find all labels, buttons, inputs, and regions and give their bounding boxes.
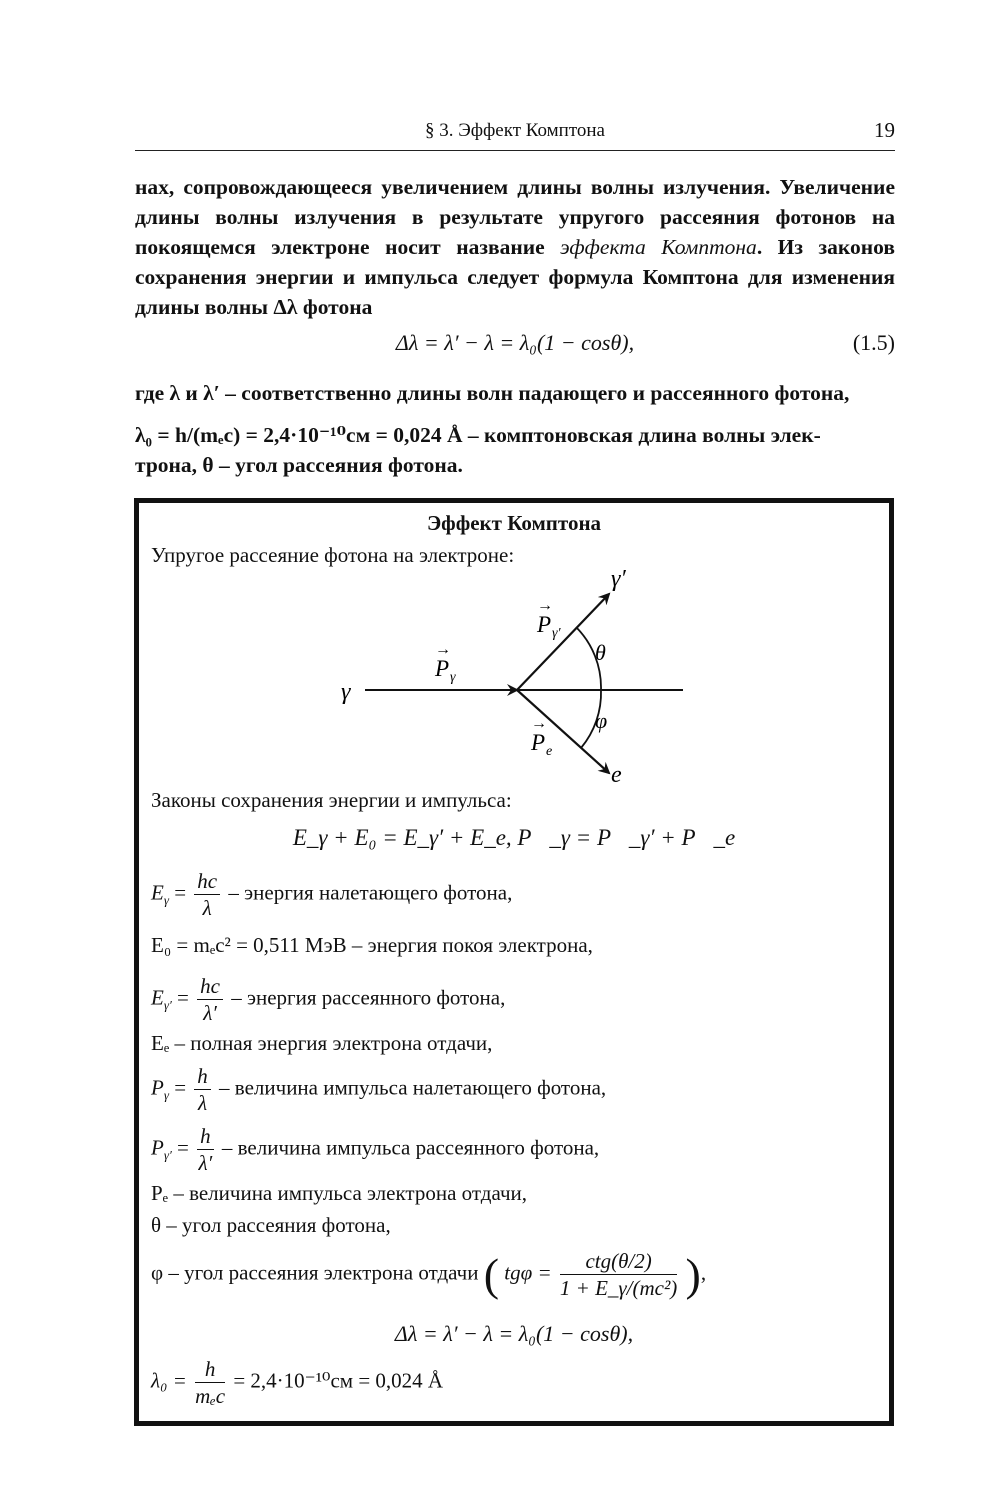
numerator: h — [197, 1123, 214, 1150]
laws-heading: Законы сохранения энергии и импульса: — [151, 788, 512, 812]
electron-label: e — [611, 762, 622, 788]
lambda0-denominator: mₑc — [195, 1384, 226, 1408]
numerator: hc — [194, 868, 220, 895]
p-gamma-letter: P — [435, 656, 450, 681]
p-e-sub: e — [546, 744, 553, 759]
def-line-1: где λ и λ′ – соответственно длины волн падающего и рассеянного фотона, — [135, 381, 850, 405]
definitions-paragraph — [135, 378, 895, 480]
phi-label: φ — [595, 708, 608, 733]
box-title: Эффект Комптона — [426, 511, 602, 535]
def-energy-incident — [151, 868, 512, 921]
running-header — [135, 116, 895, 151]
lambda0-lhs: λ₀ = — [151, 1368, 187, 1393]
def-momentum-incident — [151, 1063, 606, 1116]
equation-1-5 — [135, 330, 895, 364]
description: – величина импульса рассеянного фотона, — [216, 1135, 600, 1160]
box-subtitle: Упругое рассеяние фотона на электроне: — [151, 543, 515, 567]
denominator: λ′ — [203, 1001, 217, 1025]
numerator: hc — [197, 973, 223, 1000]
p-gamma-prime-sub: γ′ — [552, 626, 561, 641]
fraction — [197, 973, 223, 1026]
def-theta: θ – угол рассеяния фотона, — [151, 1213, 391, 1237]
p-e-arrow-icon: → — [531, 715, 547, 732]
phi-numerator: ctg(θ/2) — [560, 1248, 677, 1275]
equation-formula: Δλ = λ′ − λ = λ₀(1 − cosθ), — [395, 330, 635, 355]
paragraph-emphasis: эффекта Комптона — [560, 235, 757, 259]
sym: E — [151, 880, 164, 905]
def-electron-momentum: Pₑ – величина импульса электрона отдачи, — [151, 1181, 527, 1205]
gamma-prime-label: γ′ — [611, 568, 626, 592]
header-title: § 3. Эффект Комптона — [425, 120, 605, 141]
p-e-letter: P — [531, 730, 546, 755]
p-gamma-sub: γ — [450, 670, 456, 685]
phi-denominator: 1 + E_γ/(mc²) — [559, 1276, 678, 1300]
p-gamma-vector-label — [434, 641, 456, 685]
description: – величина импульса налетающего фотона, — [213, 1075, 607, 1100]
numerator: h — [194, 1063, 211, 1090]
eq: = — [177, 1135, 189, 1160]
lambda0-numerator: h — [195, 1356, 225, 1383]
denominator: λ — [197, 1091, 208, 1115]
p-gamma-arrow-icon: → — [435, 641, 451, 658]
p-gamma-prime-arrow-icon: → — [537, 597, 553, 614]
sym: P — [151, 1135, 164, 1160]
sub: γ — [163, 892, 169, 908]
def-electron-energy: Eₑ – полная энергия электрона отдачи, — [151, 1031, 493, 1055]
theta-label: θ — [595, 640, 606, 665]
denominator: λ′ — [198, 1151, 213, 1175]
sub: γ′ — [163, 997, 172, 1013]
conservation-laws-equation: E_γ + E₀ = E_γ′ + E_e, P⃗_γ = P⃗_γ′ + P⃗_e — [292, 825, 736, 850]
def-momentum-scattered — [151, 1123, 599, 1176]
denominator: λ — [202, 896, 212, 920]
def-line-3: трона, θ – угол рассеяния фотона. — [135, 453, 463, 477]
right-paren: ) — [685, 1249, 701, 1300]
phi-fraction — [560, 1248, 677, 1301]
scattering-diagram — [139, 568, 889, 788]
page-number: 19 — [874, 118, 895, 142]
def-line-2: λ₀ = h/(mₑc) = 2,4·10⁻¹⁰см = 0,024 Å – комптоновская длина волны элек- — [135, 423, 821, 447]
compton-wavelength — [151, 1356, 443, 1409]
eq: = — [177, 985, 189, 1010]
compton-equation-repeat: Δλ = λ′ − λ = λ₀(1 − cosθ), — [394, 1321, 634, 1346]
p-gamma-prime-letter: P — [537, 612, 552, 637]
paragraph-part2: . Из законов сохранения энергии и импульса следует формула Комптона для изменения длины волны Δλ фотона — [135, 235, 896, 319]
compton-summary-box — [134, 498, 894, 1426]
phi-lhs: tgφ = — [504, 1260, 552, 1285]
eq: = — [174, 880, 187, 905]
def-rest-energy: E₀ = mₑc² = 0,511 МэВ – энергия покоя электрона, — [151, 933, 593, 957]
phi-text: φ – угол рассеяния электрона отдачи — [151, 1260, 479, 1285]
gamma-label: γ — [341, 679, 351, 705]
description: – энергия рассеянного фотона, — [225, 985, 506, 1010]
eq: = — [174, 1075, 187, 1100]
fraction — [197, 1123, 214, 1176]
sub: γ′ — [163, 1147, 172, 1163]
fraction — [194, 1063, 211, 1116]
sub: γ — [163, 1087, 169, 1103]
sym: E — [151, 985, 164, 1010]
description: – энергия налетающего фотона, — [223, 880, 513, 905]
intro-paragraph — [135, 172, 895, 322]
equation-number: (1.5) — [852, 330, 895, 355]
fraction — [194, 868, 220, 921]
def-phi — [151, 1248, 706, 1301]
lambda0-fraction — [195, 1356, 225, 1409]
paragraph-part1: нах, сопровождающееся увеличением длины волны излучения. Увеличение длины волны излучения в результате упругого рассеяния фотонов на покоящемся электроне носит название — [135, 175, 895, 259]
left-paren: ( — [483, 1249, 500, 1300]
def-energy-scattered — [151, 973, 505, 1026]
lambda0-rhs: = 2,4·10⁻¹⁰см = 0,024 Å — [233, 1368, 444, 1393]
p-e-vector-label — [530, 715, 552, 759]
p-gamma-prime-vector-label — [536, 597, 562, 641]
sym: P — [151, 1075, 164, 1100]
phi-tail: , — [700, 1260, 707, 1285]
